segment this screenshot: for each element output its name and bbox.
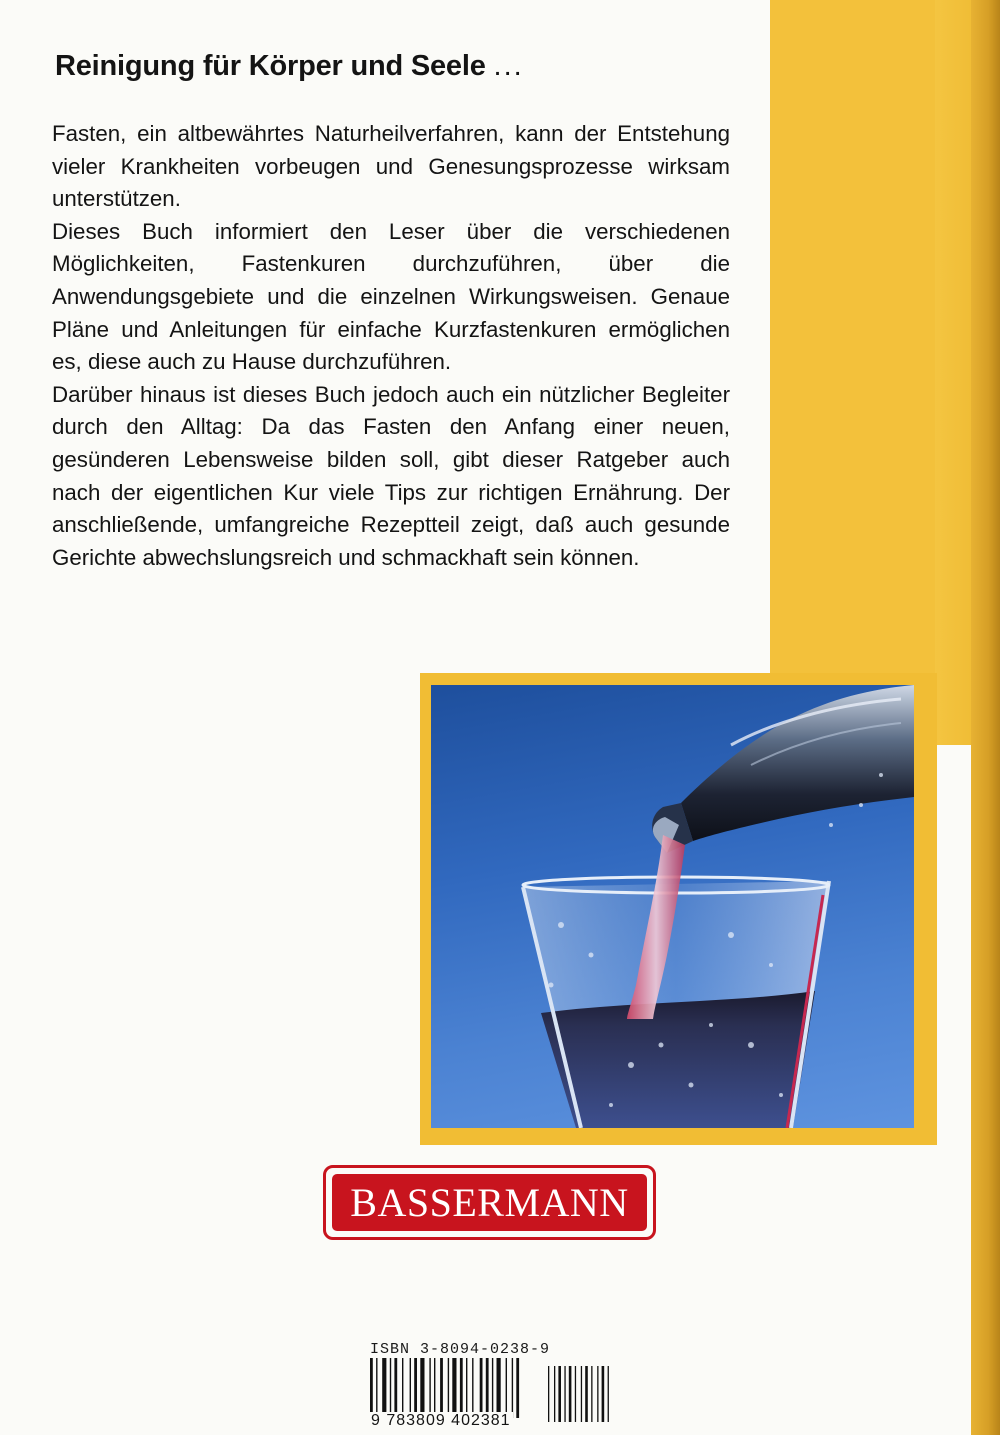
barcode-bar [429, 1358, 430, 1418]
barcode-bar [512, 1358, 513, 1418]
barcode-bar [414, 1358, 417, 1418]
barcode-bar [466, 1358, 467, 1418]
barcode-bar [452, 1358, 456, 1418]
barcode-addon-bar [597, 1366, 598, 1422]
barcode-addon-bar [608, 1366, 609, 1422]
blurb-paragraph-3: Darüber hinaus ist dieses Buch jedoch auch ein nützlicher Begleiter durch den Alltag: Da das Fasten den Anfang einer neuen, gesünderen Lebensweise bilden soll, gibt dieser Ratgeber auch nach der eigentlichen Kur viele Tips zur richtigen Ernährung. Der anschließende, umfangreiche Rezeptteil zeigt, daß auch gesunde Gerichte abwechslungsreich und schmackhaft sein können. [52, 381, 730, 570]
barcode-addon-bar [564, 1366, 565, 1422]
glass [523, 877, 829, 1128]
barcode-addon-bar [602, 1366, 605, 1422]
barcode-addon-bar [575, 1366, 576, 1422]
barcode-bar [420, 1358, 424, 1418]
barcode-bar [486, 1358, 489, 1418]
barcode-addon-bar [591, 1366, 592, 1422]
cover-photo-water-pouring [431, 685, 914, 1128]
barcode-bar [516, 1358, 519, 1418]
barcode-addon-bar [569, 1366, 572, 1422]
barcode-digits: 9 783809 402381 [371, 1412, 511, 1429]
headline [55, 50, 755, 83]
publisher-logo-text: BASSERMANN [350, 1179, 629, 1225]
spine-lower-panel [935, 745, 971, 1435]
barcode-bar [497, 1358, 501, 1418]
bottle [652, 685, 914, 853]
publisher-logo-plate [332, 1174, 647, 1231]
barcode-bar [370, 1358, 373, 1418]
blurb-paragraph-1: Fasten, ein altbewährtes Naturheilverfahren, kann der Entstehung vieler Krankheiten vorbeugen und Genesungsprozesse wirksam unterstützen. [52, 121, 730, 212]
barcode-bar [402, 1358, 403, 1418]
isbn-label: ISBN 3-8094-0238-9 [370, 1341, 551, 1358]
barcode-bar [376, 1358, 377, 1418]
headline-ellipsis: ... [493, 50, 524, 82]
blurb [52, 118, 730, 574]
barcode-bar [434, 1358, 435, 1418]
barcode-bar [410, 1358, 411, 1418]
barcode-addon-bar [585, 1366, 588, 1422]
barcode-addon-bar [558, 1366, 561, 1422]
water-pouring-illustration [431, 685, 914, 1128]
barcode-bar [382, 1358, 386, 1418]
barcode-bar [506, 1358, 507, 1418]
blurb-paragraph-2: Dieses Buch informiert den Leser über die verschiedenen Möglichkeiten, Fastenkuren durchzuführen, über die Anwendungsgebiete und die einzelnen Wirkungsweisen. Genaue Pläne und Anleitungen für einfache Kurzfastenkuren ermöglichen es, diese auch zu Hause durchzuführen. [52, 218, 730, 375]
barcode-bar [460, 1358, 463, 1418]
barcode-addon-bar [548, 1366, 549, 1422]
barcode-bar [492, 1358, 493, 1418]
barcode-bar [472, 1358, 473, 1418]
barcode-addon-bar [581, 1366, 582, 1422]
barcode-bar [440, 1358, 443, 1418]
barcode-bar [448, 1358, 449, 1418]
barcode-bar [480, 1358, 483, 1418]
barcode-addon-bar [554, 1366, 555, 1422]
barcode-bar [390, 1358, 391, 1418]
spine-edge [971, 0, 1000, 1435]
barcode-bar [394, 1358, 397, 1418]
publisher-logo [323, 1165, 656, 1240]
headline-text: Reinigung für Körper und Seele [55, 50, 486, 82]
